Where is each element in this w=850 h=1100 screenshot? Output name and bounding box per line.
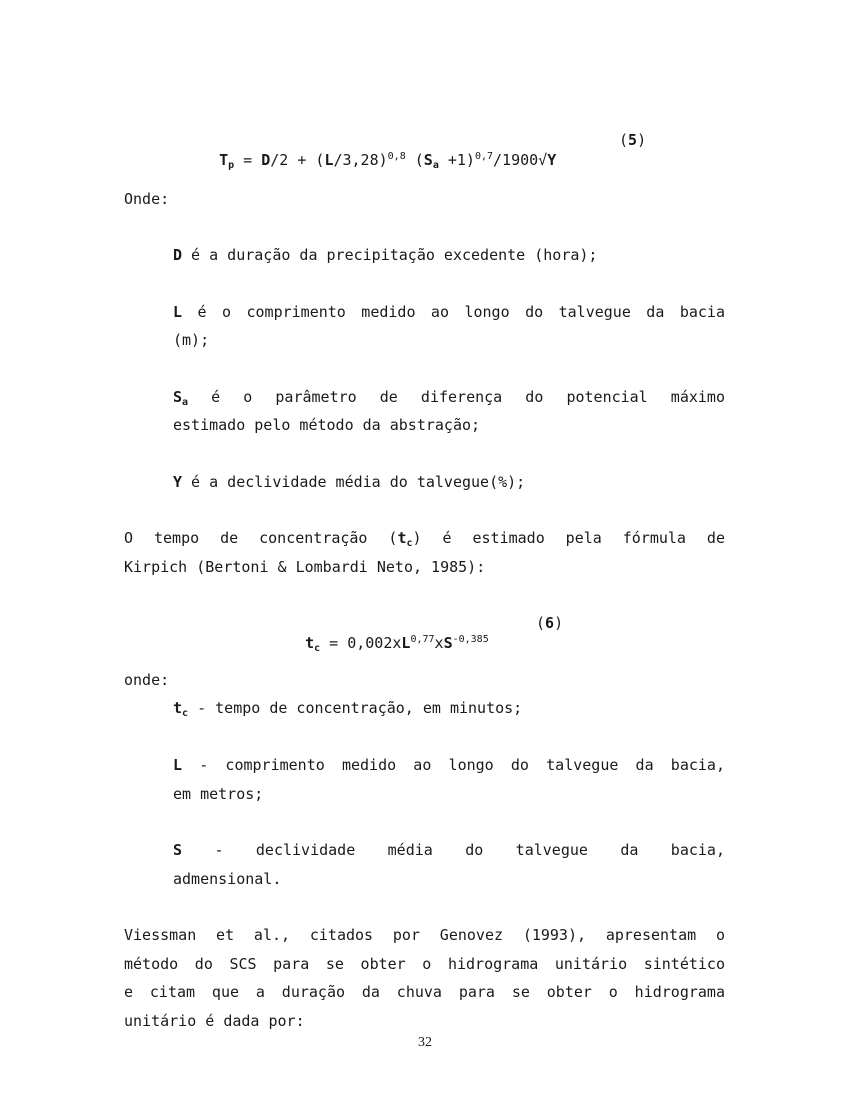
para1-t-sub: c (406, 538, 413, 549)
def-sa-line2: estimado pelo método da abstração; (173, 416, 481, 434)
equation-5 (201, 130, 556, 170)
onde-label-2: onde: (124, 671, 170, 689)
eq6-t-sub: c (314, 643, 321, 654)
onde-label: Onde: (124, 190, 170, 208)
eq6-l: L (401, 634, 411, 652)
def-d-sym: D (173, 246, 183, 264)
eq5-exp2: 0,7 (474, 151, 494, 162)
para1-line1 (124, 528, 725, 548)
def-l2 (173, 755, 725, 775)
def-l-sym: L (173, 303, 183, 321)
eq6-s: S (443, 634, 453, 652)
para1-line1a: O tempo de concentração ( (124, 529, 398, 547)
def-l2-text: - comprimento medido ao longo do talvegue da bacia, (182, 756, 725, 774)
para1-line2: Kirpich (Bertoni & Lombardi Neto, 1985): (124, 558, 486, 576)
def-s-line2: admensional. (173, 870, 282, 888)
eq5-num-close: ) (637, 131, 647, 149)
eq5-exp1: 0,8 (387, 151, 406, 162)
def-tc-text: - tempo de concentração, em minutos; (188, 699, 523, 717)
def-y-text: é a declividade média do talvegue(%); (182, 473, 526, 491)
def-d-text: é a duração da precipitação excedente (hora); (182, 246, 598, 264)
eq5-t-sub: p (228, 160, 235, 171)
def-sa-sub: a (182, 397, 189, 408)
para1-line1b: ) é estimado pela fórmula de (412, 529, 725, 547)
eq5-d: D (261, 151, 271, 169)
para2-line1: Viessman et al., citados por Genovez (1993), apresentam o (124, 926, 725, 944)
def-sa-sym: S (173, 388, 183, 406)
def-tc (173, 698, 522, 718)
def-tc-t: t (173, 699, 183, 717)
eq6-t: t (305, 634, 315, 652)
eq6-x: x (434, 634, 444, 652)
eq5-part3: ( (405, 151, 424, 169)
def-sa-text: é o parâmetro de diferença do potencial máximo (188, 388, 725, 406)
def-l2-sym: L (173, 756, 183, 774)
eq5-num: 5 (628, 131, 638, 149)
eq6-num-open: ( (536, 614, 546, 632)
para1-t: t (397, 529, 407, 547)
para2-line2: método do SCS para se obter o hidrograma unitário sintético (124, 955, 725, 973)
eq5-t: T (219, 151, 229, 169)
eq5-part5: /1900√ (493, 151, 548, 169)
equation-5-number (619, 130, 646, 150)
para2-line4: unitário é dada por: (124, 1012, 305, 1030)
def-s-sym: S (173, 841, 183, 859)
def-sa (173, 387, 725, 407)
equation-6 (287, 613, 489, 653)
eq5-part1: /2 + ( (270, 151, 325, 169)
eq6-exp2: -0,385 (452, 634, 489, 645)
eq6-exp1: 0,77 (410, 634, 435, 645)
eq5-y: Y (547, 151, 557, 169)
eq5-s-sub: a (432, 160, 439, 171)
eq5-part2: /3,28) (333, 151, 388, 169)
eq6-num: 6 (545, 614, 555, 632)
def-s-text: - declividade média do talvegue da bacia, (182, 841, 725, 859)
eq5-num-open: ( (619, 131, 629, 149)
def-s (173, 840, 725, 860)
def-y (173, 472, 525, 492)
eq6-mid: = 0,002x (320, 634, 402, 652)
page-number: 32 (418, 1035, 432, 1050)
equation-6-number (536, 613, 563, 633)
def-l (173, 302, 725, 322)
eq5-eq: = (234, 151, 262, 169)
def-l-text: é o comprimento medido ao longo do talvegue da bacia (182, 303, 725, 321)
def-tc-sub: c (182, 708, 189, 719)
eq6-num-close: ) (554, 614, 564, 632)
eq5-part4: +1) (438, 151, 475, 169)
def-l2-line2: em metros; (173, 785, 264, 803)
eq5-s: S (423, 151, 433, 169)
para2-line3: e citam que a duração da chuva para se obter o hidrograma (124, 983, 725, 1001)
def-l-line2: (m); (173, 331, 210, 349)
eq5-l: L (324, 151, 334, 169)
def-y-sym: Y (173, 473, 183, 491)
def-d (173, 245, 597, 265)
